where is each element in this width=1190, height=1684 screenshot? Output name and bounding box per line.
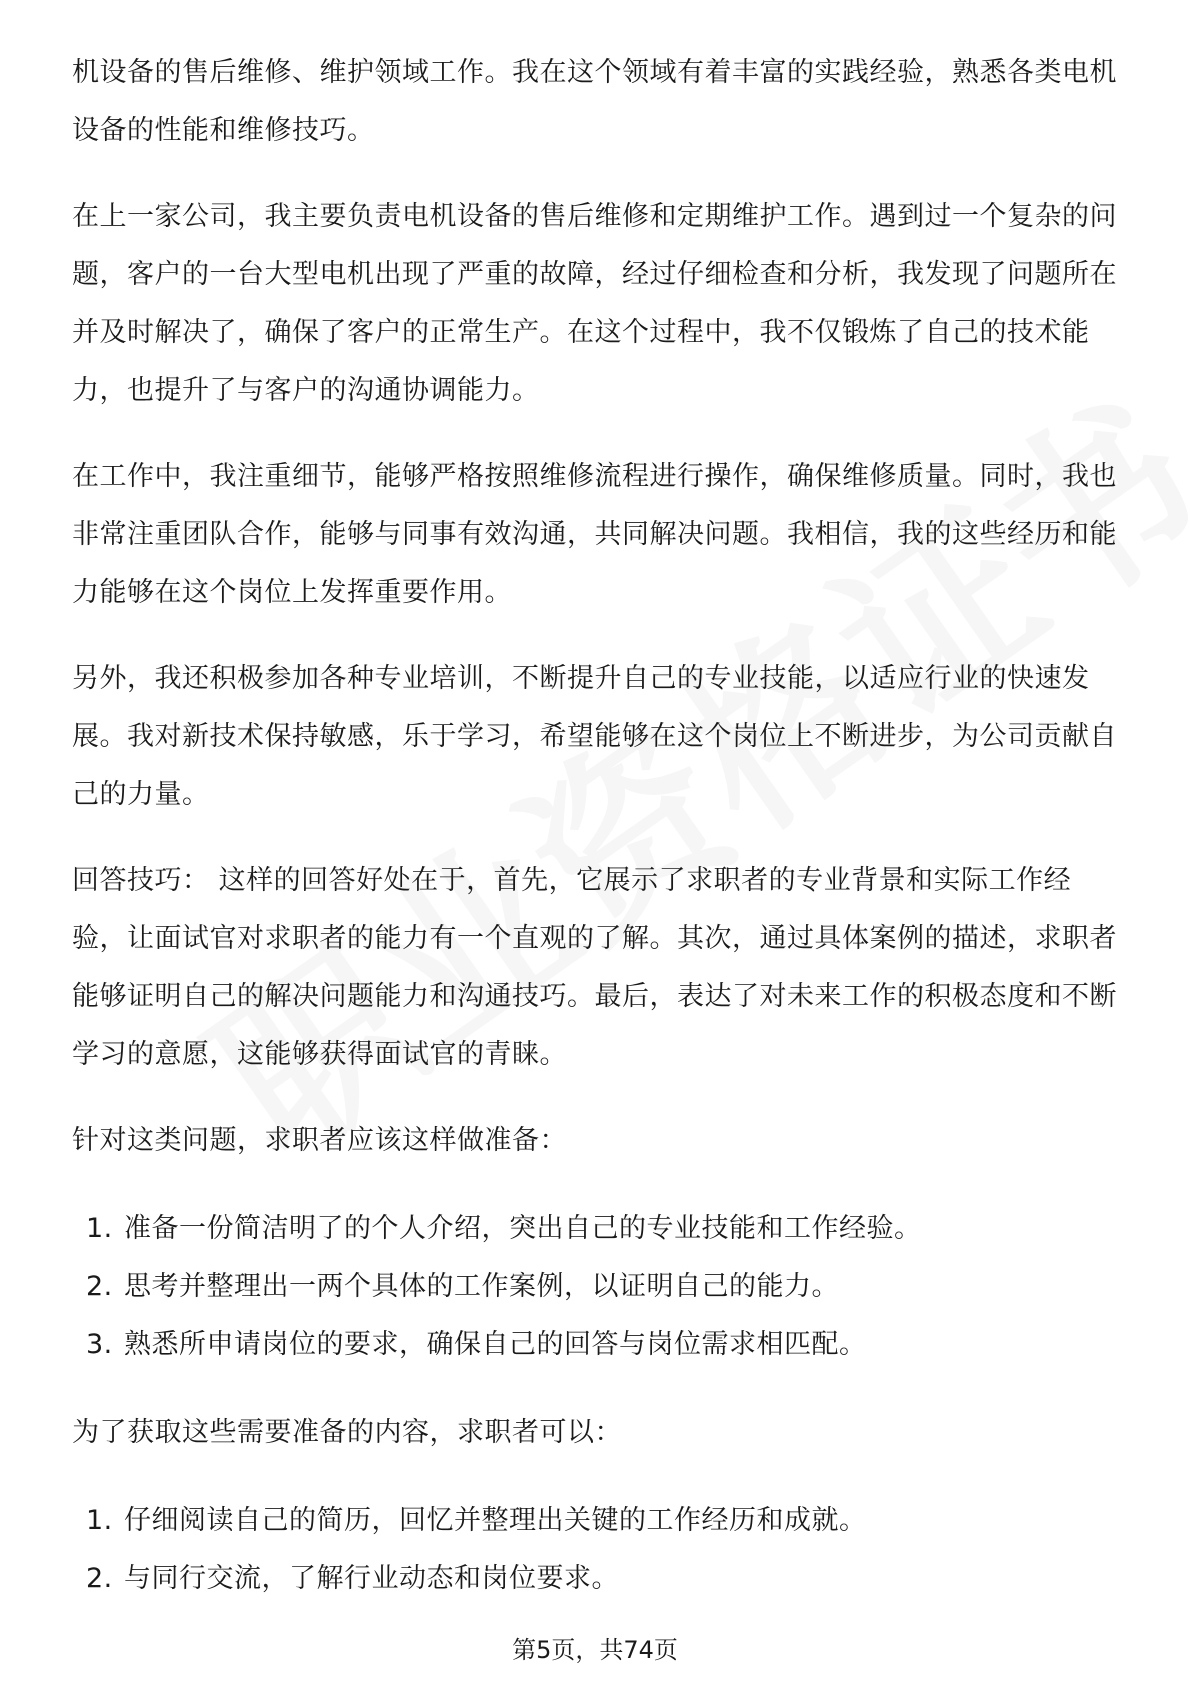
page-number-footer: 第5页，共74页 bbox=[512, 1636, 678, 1664]
list-item bbox=[72, 1550, 1120, 1608]
paragraph-3: 在工作中，我注重细节，能够严格按照维修流程进行操作，确保维修质量。同时，我也非常注重团队合作，能够与同事有效沟通，共同解决问题。我相信，我的这些经历和能力能够在这个岗位上发挥重要作用。 bbox=[72, 461, 1117, 608]
list-text: 准备一份简洁明了的个人介绍，突出自己的专业技能和工作经验。 bbox=[124, 1213, 922, 1244]
list-number: 1. bbox=[86, 1505, 113, 1536]
list-item bbox=[72, 1492, 1120, 1550]
list-number: 2. bbox=[86, 1563, 113, 1594]
list-text: 仔细阅读自己的简历，回忆并整理出关键的工作经历和成就。 bbox=[124, 1505, 867, 1536]
paragraph-1: 机设备的售后维修、维护领域工作。我在这个领域有着丰富的实践经验，熟悉各类电机设备的性能和维修技巧。 bbox=[72, 57, 1117, 146]
preparation-list bbox=[72, 1200, 1120, 1374]
list-number: 2. bbox=[86, 1271, 113, 1302]
paragraph-2: 在上一家公司，我主要负责电机设备的售后维修和定期维护工作。遇到过一个复杂的问题，客户的一台大型电机出现了严重的故障，经过仔细检查和分析，我发现了问题所在并及时解决了，确保了客户的正常生产。在这个过程中，我不仅锻炼了自己的技术能力，也提升了与客户的沟通协调能力。 bbox=[72, 201, 1117, 406]
list-text: 与同行交流，了解行业动态和岗位要求。 bbox=[124, 1563, 619, 1594]
acquisition-list bbox=[72, 1492, 1120, 1608]
paragraph-5: 回答技巧： 这样的回答好处在于，首先，它展示了求职者的专业背景和实际工作经验，让面试官对求职者的能力有一个直观的了解。其次，通过具体案例的描述，求职者能够证明自己的解决问题能力和沟通技巧。最后，表达了对未来工作的积极态度和不断学习的意愿，这能够获得面试官的青睐。 bbox=[72, 865, 1117, 1070]
document-body bbox=[72, 44, 1120, 1638]
list-item bbox=[72, 1258, 1120, 1316]
list-item bbox=[72, 1200, 1120, 1258]
paragraph-4: 另外，我还积极参加各种专业培训，不断提升自己的专业技能，以适应行业的快速发展。我对新技术保持敏感，乐于学习，希望能够在这个岗位上不断进步，为公司贡献自己的力量。 bbox=[72, 663, 1117, 810]
list-text: 思考并整理出一两个具体的工作案例，以证明自己的能力。 bbox=[124, 1271, 839, 1302]
list-item bbox=[72, 1316, 1120, 1374]
paragraph-6: 针对这类问题，求职者应该这样做准备： bbox=[72, 1125, 567, 1156]
list-number: 3. bbox=[86, 1329, 113, 1360]
paragraph-7: 为了获取这些需要准备的内容，求职者可以： bbox=[72, 1417, 622, 1448]
list-text: 熟悉所申请岗位的要求，确保自己的回答与岗位需求相匹配。 bbox=[124, 1329, 867, 1360]
list-number: 1. bbox=[86, 1213, 113, 1244]
